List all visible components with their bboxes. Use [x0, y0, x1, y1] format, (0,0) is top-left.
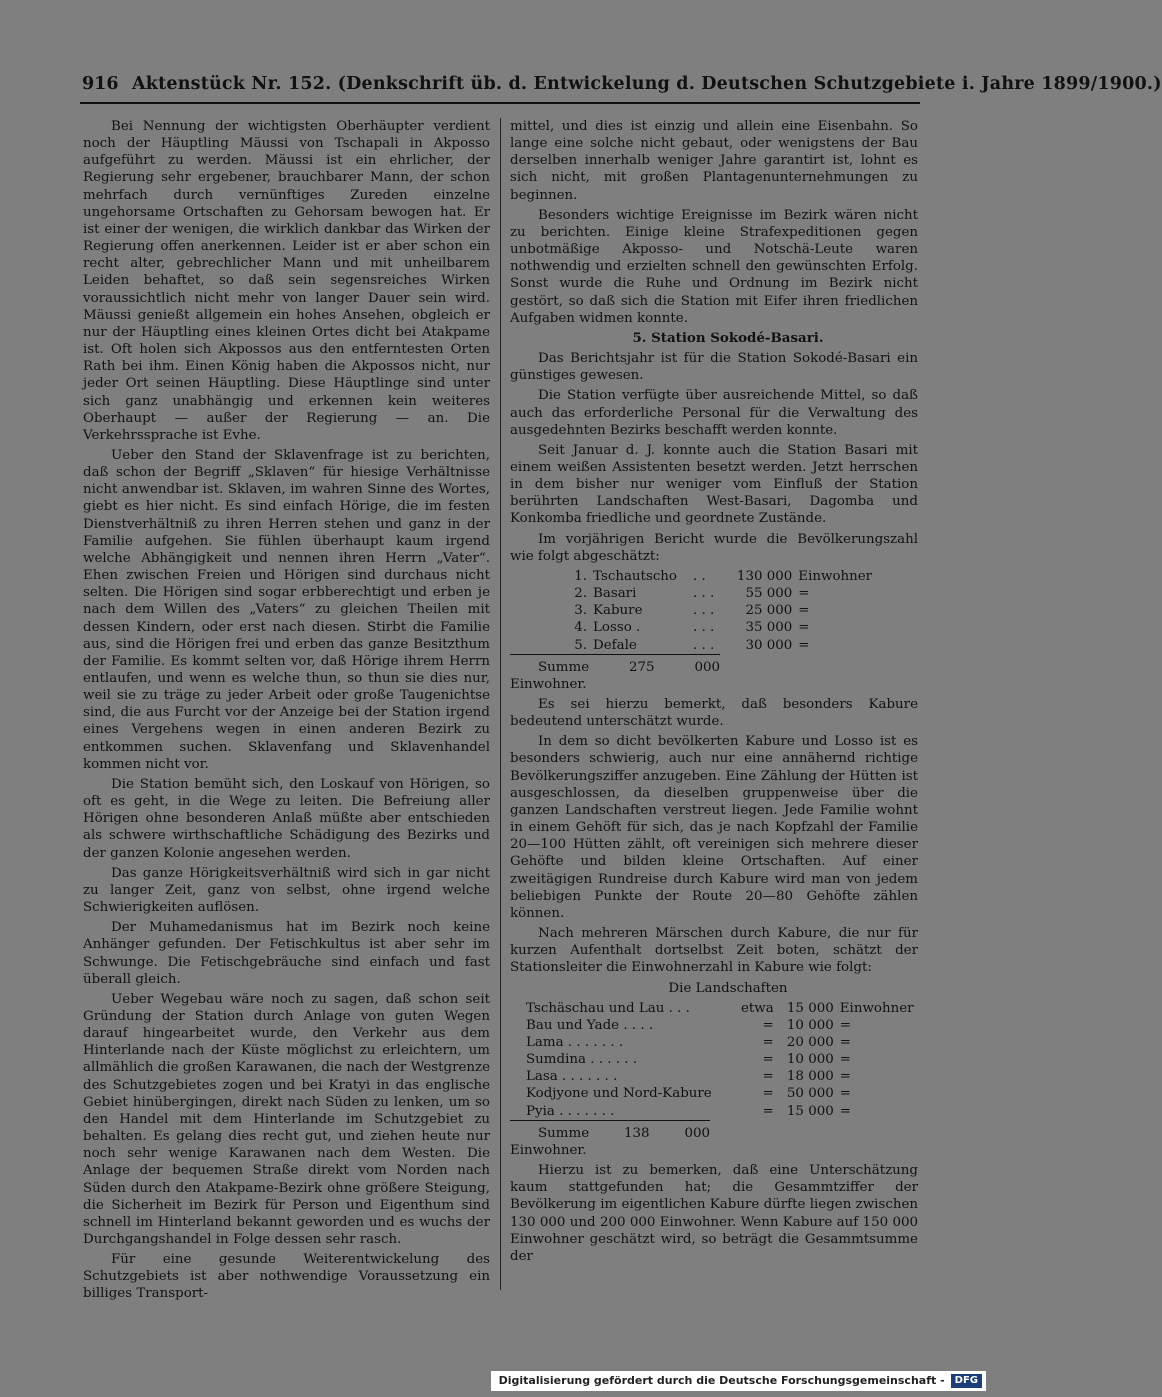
table-row — [526, 1103, 914, 1120]
table-cell-n: 4. — [574, 620, 587, 636]
paragraph: Das ganze Hörigkeitsverhältniß wird sich in gar nicht zu langer Zeit, ganz von selbst, ohne irgend welche Schwierigkeiten auflösen. — [83, 865, 490, 916]
table-cell-d: . . . — [693, 603, 715, 619]
table-row — [567, 568, 872, 585]
paragraph: In dem so dicht bevölkerten Kabure und Losso ist es besonders schwierig, auch nur eine annähernd richtige Bevölkerungsziffer anzugeben. Eine Zählung der Hütten ist ausgeschlossen, da dieselben gruppenweise über die ganzen Landschaften verstreut liegen. Jede Familie wohnt in einem Gehöft für sich, das je nach Kopfzahl der Familie 20—100 Hütten zählt, oft vereinigen sich mehrere dieser Gehöfte und bilden kleine Ortschaften. Auf einer zweitägigen Rundreise durch Kabure wird man von jedem beliebigen Punkte der Route 20—80 Gehöfte zählen können. — [510, 734, 918, 921]
running-title: Aktenstück Nr. 152. (Denkschrift üb. d. Entwickelung d. Deutschen Schutzgebiete i. Jahre 1899/1900.) — [132, 74, 1162, 94]
table-caption: Die Landschaften — [668, 980, 788, 996]
table-cell-u: = — [839, 1086, 851, 1102]
table-cell-v: 130 000 — [736, 568, 793, 584]
table-cell-n: 2. — [574, 586, 587, 602]
table-row — [567, 619, 872, 636]
population-table-kabure — [526, 1000, 914, 1120]
table-row — [526, 1017, 914, 1034]
table-cell-n: 5. — [574, 637, 587, 653]
table-cell-u: = — [839, 1034, 851, 1050]
table-cell-nm: Basari — [593, 586, 637, 602]
table-row — [526, 1051, 914, 1068]
table-cell-ca: etwa — [741, 1000, 774, 1016]
table-cell-d: . . . — [693, 637, 715, 653]
table-cell-nm: Losso . — [593, 620, 641, 636]
footer-credit — [491, 1371, 986, 1391]
table-cell-d: . . . — [693, 586, 715, 602]
table-cell-u: = — [798, 586, 810, 602]
table-cell-nm: Kodjyone und Nord-Kabure — [526, 1086, 712, 1102]
table-cell-u: Einwohner — [839, 1000, 914, 1016]
table-cell-u: Einwohner — [798, 568, 873, 584]
page-number: 916 — [82, 74, 119, 94]
section-heading: 5. Station Sokodé-Basari. — [632, 329, 824, 346]
table-cell-ca: = — [762, 1017, 774, 1033]
dfg-logo: DFG — [951, 1374, 982, 1388]
table-cell-v: 35 000 — [745, 620, 793, 636]
paragraph: Für eine gesunde Weiterentwickelung des Schutzgebiets ist aber nothwendige Voraussetzung ein billiges Transport- — [83, 1252, 490, 1302]
table-cell-nm: Defale — [593, 637, 637, 653]
population-table-previous — [567, 568, 872, 654]
paragraph: Seit Januar d. J. konnte auch die Station Basari mit einem weißen Assistenten besetzt werden. Jetzt herrschen in dem bisher nur weniger vom Einfluß der Station berührten Landschaften West-Basari, Dagomba und Konkomba friedliche und geordnete Zustände. — [510, 442, 918, 527]
table-cell-n: 3. — [574, 603, 587, 619]
table-row — [526, 1000, 914, 1017]
table-cell-v: 55 000 — [745, 586, 793, 602]
paragraph: Es sei hierzu bemerkt, daß besonders Kabure bedeutend unterschätzt wurde. — [510, 697, 918, 730]
column-divider — [500, 118, 501, 1290]
paragraph: Im vorjährigen Bericht wurde die Bevölkerungszahl wie folgt abgeschätzt: — [510, 531, 918, 564]
table-row — [526, 1068, 914, 1085]
table-cell-u: = — [798, 620, 810, 636]
table-row — [526, 1034, 914, 1051]
table-cell-v: 50 000 — [786, 1086, 834, 1102]
paragraph: Besonders wichtige Ereignisse im Bezirk wären nicht zu berichten. Einige kleine Strafexpeditionen gegen unbotmäßige Akposso- und Notschä-Leute waren nothwendig und erzielten schnell den gewünschten Erfolg. Sonst wurde die Ruhe und Ordnung im Bezirk nicht gestört, so daß sich die Station mit Eifer ihren friedlichen Aufgaben widmen konnte. — [510, 207, 918, 326]
paragraph: mittel, und dies ist einzig und allein eine Eisenbahn. So lange eine solche nicht gebaut, oder wenigstens der Bau derselben innerhalb weniger Jahre garantirt ist, lohnt es sich nicht, mit großen Plantagenunternehmungen zu beginnen. — [510, 119, 918, 203]
table-row — [567, 637, 872, 654]
table-cell-ca: = — [762, 1103, 774, 1119]
table-cell-ca: = — [762, 1034, 774, 1050]
table-cell-ca: = — [762, 1052, 774, 1068]
paragraph: Die Station bemüht sich, den Loskauf von Hörigen, so oft es geht, in die Wege zu leiten. Die Befreiung aller Hörigen ohne besonderen Anlaß müßte aber entschieden als schwere wirthschaftliche Schädigung des Bezirks und der ganzen Kolonie angesehen werden. — [83, 776, 490, 861]
paragraph: Die Station verfügte über ausreichende Mittel, so daß auch das erforderliche Personal für die Verwaltung des ausgedehnten Bezirks beschafft werden konnte. — [510, 388, 918, 438]
table-cell-v: 10 000 — [786, 1052, 834, 1068]
population-sum-previous: Summe 275 000 Einwohner. — [510, 654, 720, 693]
table-cell-nm: Bau und Yade . . . . — [526, 1017, 654, 1033]
table-cell-v: 15 000 — [786, 1103, 834, 1119]
table-cell-d: . . . — [693, 620, 715, 636]
table-cell-nm: Kabure — [593, 603, 643, 619]
table-cell-nm: Pyia . . . . . . . — [526, 1103, 615, 1119]
paragraph: Bei Nennung der wichtigsten Oberhäupter verdient noch der Häuptling Mäussi von Tschapali in Akposso aufgeführt zu werden. Mäussi ist ein ehrlicher, der Regierung sehr ergebener, brauchbarer Mann, der schon mehrfach durch vernünftiges Zureden einzelne ungehorsame Ortschaften zu Gehorsam bewogen hat. Er ist einer der wenigen, die wirklich dankbar das Wirken der Regierung offen anerkennen. Leider ist er aber schon ein recht alter, gebrechlicher Mann und mit unheilbarem Leiden behaftet, so daß sein segensreiches Wirken voraussichtlich nicht mehr von langer Dauer sein wird. Mäussi genießt allgemein ein hohes Ansehen, obgleich er nur der Häuptling eines kleinen Ortes dicht bei Atakpame ist. Oft holen sich Akpossos aus den entferntesten Orten Rath bei ihm. Einen König haben die Akpossos nicht, nur jeder Ort seinen Häuptling. Diese Häuptlinge sind unter sich ganz unabhängig und erkennen kein weiteres Oberhaupt — außer der Regierung — an. Die Verkehrssprache ist Evhe. — [83, 119, 490, 443]
paragraph: Ueber Wegebau wäre noch zu sagen, daß schon seit Gründung der Station durch Anlage von guten Wegen darauf hingearbeitet wurde, den Verkehr aus dem Hinterlande nach der Küste möglichst zu erleichtern, um allmählich die großen Karawanen, die nach der Westgrenze des Schutzgebietes zogen und bei Kratyi in das englische Gebiet hinübergingen, direkt nach Süden zu lenken, um so den Handel mit dem Hinterlande im Schutzgebiet zu behalten. Es gelang dies recht gut, und ziehen heute nur noch sehr wenige Karawanen nach dem Westen. Die Anlage der bequemen Straße direkt vom Norden nach Süden durch den Atakpame-Bezirk ohne größere Steigung, die Sicherheit im Bezirk für Person und Eigenthum sind schnell im Hinterland bekannt geworden und es wuchs der Durchgangshandel in Folge dessen sehr rasch. — [83, 991, 490, 1247]
table-cell-v: 10 000 — [786, 1017, 834, 1033]
table-cell-d: . . — [693, 568, 706, 584]
table-cell-v: 15 000 — [786, 1000, 834, 1016]
table-cell-nm: Lama . . . . . . . — [526, 1034, 624, 1050]
table-row — [567, 602, 872, 619]
paragraph: Ueber den Stand der Sklavenfrage ist zu berichten, daß schon der Begriff „Sklaven“ für hiesige Verhältnisse nicht anwendbar ist. Sklaven, im wahren Sinne des Wortes, giebt es hier nicht. Es sind einfach Hörige, die im festen Dienstverhältniß zu ihren Herren stehen und ganz in der Familie aufgehen. Sie fühlen überhaupt kaum irgend welche Abhängigkeit und nennen ihren Herrn „Vater“. Ehen zwischen Freien und Hörigen sind durchaus nicht selten. Die Hörigen sind sogar erbberechtigt und erben je nach dem Willen des „Vaters“ zu gleichen Theilen mit dessen Kindern, oder erst nach diesen. Stirbt die Familie aus, sind die Hörigen frei und erben das ganze Besitzthum der Familie. Es kommt selten vor, daß Hörige ihrem Herrn entlaufen, und wenn es welche thun, so thun sie dies nur, weil sie zu träge zu jeder Arbeit oder große Taugenichtse sind, die aus Furcht vor der Anzeige bei der Station irgend eines Vergehens wegen in einen anderen Bezirk zu entkommen suchen. Sklavenfang und Sklavenhandel kommen nicht vor. — [83, 447, 490, 772]
paragraph: Nach mehreren Märschen durch Kabure, die nur für kurzen Aufenthalt dortselbst Zeit boten, schätzt der Stationsleiter die Einwohnerzahl in Kabure wie folgt: — [510, 926, 918, 976]
right-column — [510, 118, 918, 1268]
paragraph: Der Muhamedanismus hat im Bezirk noch keine Anhänger gefunden. Der Fetischkultus ist aber sehr im Schwunge. Die Fetischgebräuche sind einfach und fast überall gleich. — [83, 920, 490, 987]
table-cell-nm: Lasa . . . . . . . — [526, 1069, 618, 1085]
table-cell-v: 30 000 — [745, 637, 793, 653]
table-cell-u: = — [839, 1103, 851, 1119]
page-header — [80, 72, 1162, 104]
paragraph: Das Berichtsjahr ist für die Station Sokodé-Basari ein günstiges gewesen. — [510, 351, 918, 384]
table-cell-v: 25 000 — [745, 603, 793, 619]
table-cell-nm: Tschautscho — [593, 568, 677, 584]
table-cell-u: = — [839, 1017, 851, 1033]
table-cell-u: = — [839, 1069, 851, 1085]
table-cell-nm: Tschäschau und Lau . . . — [526, 1000, 690, 1016]
population-sum-kabure: Summe 138 000 Einwohner. — [510, 1120, 710, 1159]
table-cell-ca: = — [762, 1069, 774, 1085]
table-cell-v: 20 000 — [786, 1034, 834, 1050]
table-row — [567, 585, 872, 602]
footer-label: Digitalisierung gefördert durch die Deutsche Forschungsgemeinschaft - — [498, 1374, 945, 1387]
table-cell-u: = — [798, 603, 810, 619]
table-cell-n: 1. — [574, 568, 587, 584]
paragraph: Hierzu ist zu bemerken, daß eine Unterschätzung kaum stattgefunden hat; die Gesammtziffer der Bevölkerung im eigentlichen Kabure dürfte liegen zwischen 130 000 und 200 000 Einwohner. Wenn Kabure auf 150 000 Einwohner geschätzt wird, so beträgt die Gesammtsumme der — [510, 1163, 918, 1264]
left-column — [83, 118, 490, 1306]
table-row — [526, 1085, 914, 1102]
table-cell-ca: = — [762, 1086, 774, 1102]
table-cell-u: = — [839, 1052, 851, 1068]
table-cell-u: = — [798, 637, 810, 653]
table-cell-v: 18 000 — [786, 1069, 834, 1085]
table-cell-nm: Sumdina . . . . . . — [526, 1052, 638, 1068]
